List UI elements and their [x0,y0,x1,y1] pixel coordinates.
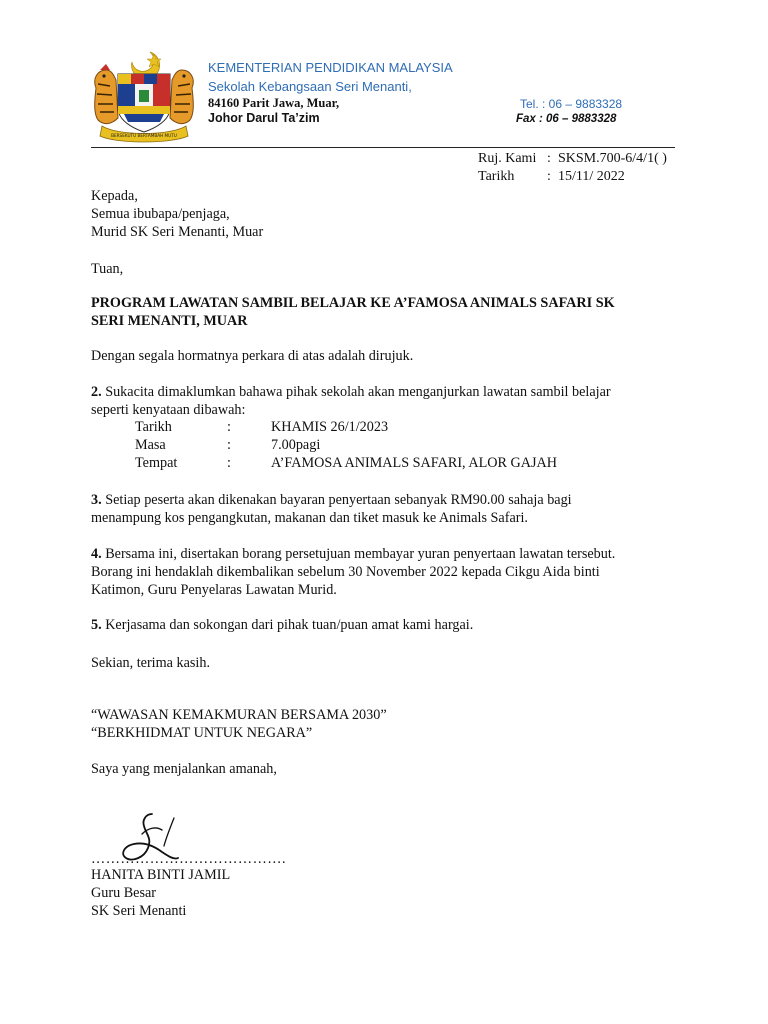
recipient-line-2: Semua ibubapa/penjaga, [91,206,230,222]
letter-date: 15/11/ 2022 [558,169,625,184]
signatory-name: HANITA BINTI JAMIL [91,867,231,883]
motto-line-1: “WAWASAN KEMAKMURAN BERSAMA 2030” [91,707,387,723]
detail-place-value: A’FAMOSA ANIMALS SAFARI, ALOR GAJAH [271,455,558,471]
signatory-position: Guru Besar [91,885,157,901]
school-name: Sekolah Kebangsaan Seri Menanti, [208,79,412,94]
paragraph-1: Dengan segala hormatnya perkara di atas adalah dirujuk. [91,348,414,364]
detail-date-label: Tarikh [135,419,172,435]
crest-motto: BERSEKUTU BERTAMBAH MUTU [111,133,177,138]
reference-number: SKSM.700-6/4/1( ) [558,151,667,166]
paragraph-4-line-1 [91,545,615,563]
detail-place-label: Tempat [135,455,178,471]
trust-line: Saya yang menjalankan amanah, [91,761,277,777]
detail-time-label: Masa [135,437,166,453]
title-line-2: SERI MENANTI, MUAR [91,313,248,329]
signature-dotted-line: …………………………………. [91,851,286,867]
closing-line: Sekian, terima kasih. [91,655,210,671]
fax-number: Fax : 06 – 9883328 [516,113,617,125]
recipient-line-1: Kepada, [91,188,138,204]
paragraph-2-number: 2. [91,384,102,400]
date-label: Tarikh [478,169,515,184]
telephone-number: Tel. : 06 – 9883328 [520,97,623,111]
signatory-school: SK Seri Menanti [91,903,187,919]
paragraph-4-number: 4. [91,546,102,562]
paragraph-3-number: 3. [91,492,102,508]
recipient-line-3: Murid SK Seri Menanti, Muar [91,224,264,240]
title-line-1: PROGRAM LAWATAN SAMBIL BELAJAR KE A’FAMOSA ANIMALS SAFARI SK [91,295,615,311]
paragraph-4-text: Bersama ini, disertakan borang persetujuan membayar yuran penyertaan lawatan tersebut. [101,546,616,562]
paragraph-5-line-1 [91,616,473,634]
detail-time-colon: : [227,437,231,453]
paragraph-3-text: Setiap peserta akan dikenakan bayaran penyertaan sebanyak RM90.00 sahaja bagi [101,492,572,508]
paragraph-5-text: Kerjasama dan sokongan dari pihak tuan/puan amat kami hargai. [101,617,474,633]
paragraph-3-line-2: menampung kos pengangkutan, makanan dan tiket masuk ke Animals Safari. [91,510,528,526]
coat-of-arms-crest [88,48,200,144]
paragraph-4-line-2: Borang ini hendaklah dikembalikan sebelum 30 November 2022 kepada Cikgu Aida binti [91,564,600,580]
reference-colon: : [547,151,551,166]
salutation: Tuan, [91,261,124,277]
letter-title [91,294,615,330]
detail-date-colon: : [227,419,231,435]
address-line-2: Johor Darul Ta’zim [208,111,320,125]
ministry-name: KEMENTERIAN PENDIDIKAN MALAYSIA [208,60,453,75]
detail-time-value: 7.00pagi [271,437,321,453]
motto-line-2: “BERKHIDMAT UNTUK NEGARA” [91,725,313,741]
paragraph-2-line-1 [91,383,611,401]
address-line-1: 84160 Parit Jawa, Muar, [208,96,340,110]
reference-label: Ruj. Kami [478,151,537,166]
paragraph-4-line-3: Katimon, Guru Penyelaras Lawatan Murid. [91,582,337,598]
paragraph-2-line-2: seperti kenyataan dibawah: [91,402,246,418]
letterhead-divider [91,147,675,148]
paragraph-3-line-1 [91,491,572,509]
paragraph-5-number: 5. [91,617,102,633]
date-colon: : [547,169,551,184]
detail-place-colon: : [227,455,231,471]
paragraph-2-text: Sukacita dimaklumkan bahawa pihak sekolah akan menganjurkan lawatan sambil belajar [101,384,611,400]
detail-date-value: KHAMIS 26/1/2023 [271,419,389,435]
